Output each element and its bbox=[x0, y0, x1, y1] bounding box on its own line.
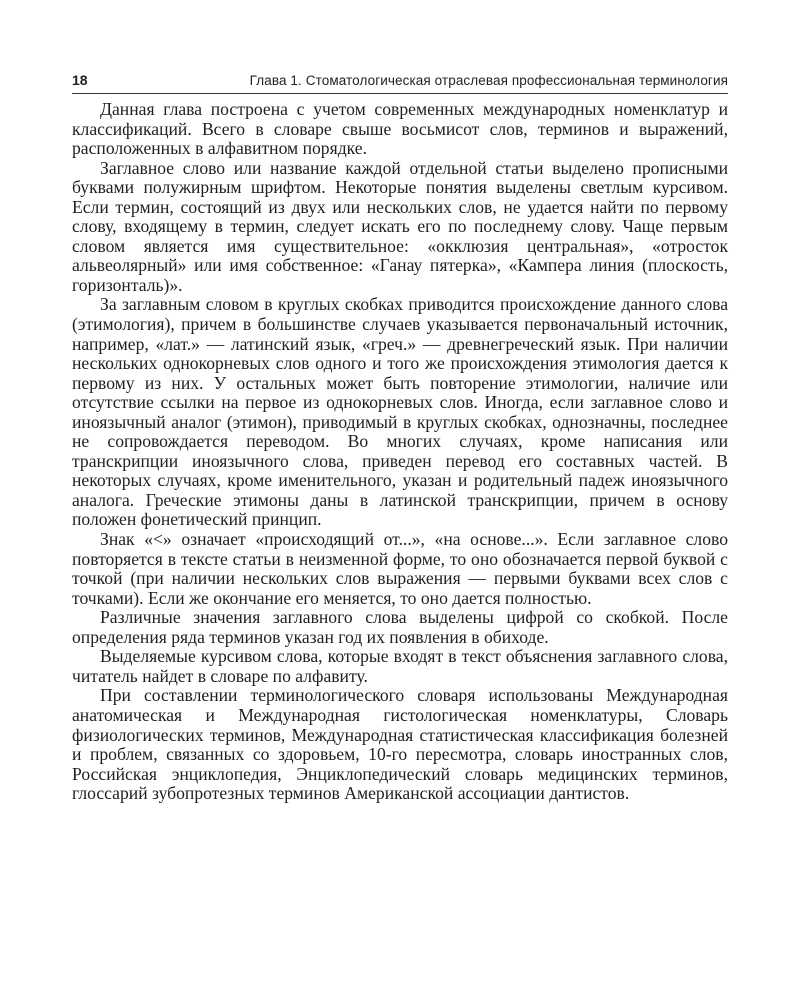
paragraph: Знак «<» означает «происходящий от...», «на основе...». Если заглавное слово повторяется в тексте статьи в неизменной форме, то оно обозначается первой буквой с точкой (при наличии нескольких слов выражения — первыми буквами всех слов с точками). Если же окончание его меняется, то оно дается полностью. bbox=[72, 529, 728, 608]
page-header bbox=[72, 72, 728, 88]
running-title: Глава 1. Стоматологическая отраслевая профессиональная терминология bbox=[249, 73, 728, 88]
paragraph: За заглавным словом в круглых скобках приводится происхождение данного слова (этимология), причем в большинстве случаев указывается первоначальный источник, например, «лат.» — латинский язык, «греч.» — древнегреческий язык. При наличии нескольких однокорневых слов одного и того же происхождения этимология дается к первому из них. У остальных может быть повторение этимологии, наличие или отсутствие ссылки на первое из однокорневых слов. Иногда, если заглавное слово и иноязычный аналог (этимон), приводимый в круглых скобках, однозначны, последнее не сопровождается переводом. Во многих случаях, кроме написания или транскрипции иноязычного слова, приведен перевод его составных частей. В некоторых случаях, кроме именительного, указан и родительный падеж иноязычного аналога. Греческие этимоны даны в латинской транскрипции, причем в основу положен фонетический принцип. bbox=[72, 294, 728, 530]
header-rule bbox=[72, 93, 728, 94]
paragraph: Данная глава построена с учетом современных международных номенклатур и классификаций. Всего в словаре свыше восьмисот слов, терминов и выражений, расположенных в алфавитном порядке. bbox=[72, 99, 728, 159]
paragraph: При составлении терминологического словаря использованы Международная анатомическая и Международная гистологическая номенклатуры, Словарь физиологических терминов, Международная статистическая классификация болезней и проблем, связанных со здоровьем, 10-го пересмотра, словарь иностранных слов, Российская энциклопедия, Энциклопедический словарь медицинских терминов, глоссарий зубопротезных терминов Американской ассоциации дантистов. bbox=[72, 685, 728, 804]
paragraph: Различные значения заглавного слова выделены цифрой со скобкой. После определения ряда терминов указан год их появления в обиходе. bbox=[72, 607, 728, 647]
page-number: 18 bbox=[72, 72, 88, 88]
body-text bbox=[72, 100, 728, 804]
paragraph: Выделяемые курсивом слова, которые входят в текст объяснения заглавного слова, читатель найдет в словаре по алфавиту. bbox=[72, 646, 728, 686]
paragraph: Заглавное слово или название каждой отдельной статьи выделено прописными буквами полужирным шрифтом. Некоторые понятия выделены светлым курсивом. Если термин, состоящий из двух или нескольких слов, не удается найти по первому слову, входящему в термин, следует искать его по последнему слову. Чаще первым словом является имя существительное: «окклюзия центральная», «отросток альвеолярный» или имя собственное: «Ганау пятерка», «Кампера линия (плоскость, горизонталь)». bbox=[72, 157, 728, 295]
